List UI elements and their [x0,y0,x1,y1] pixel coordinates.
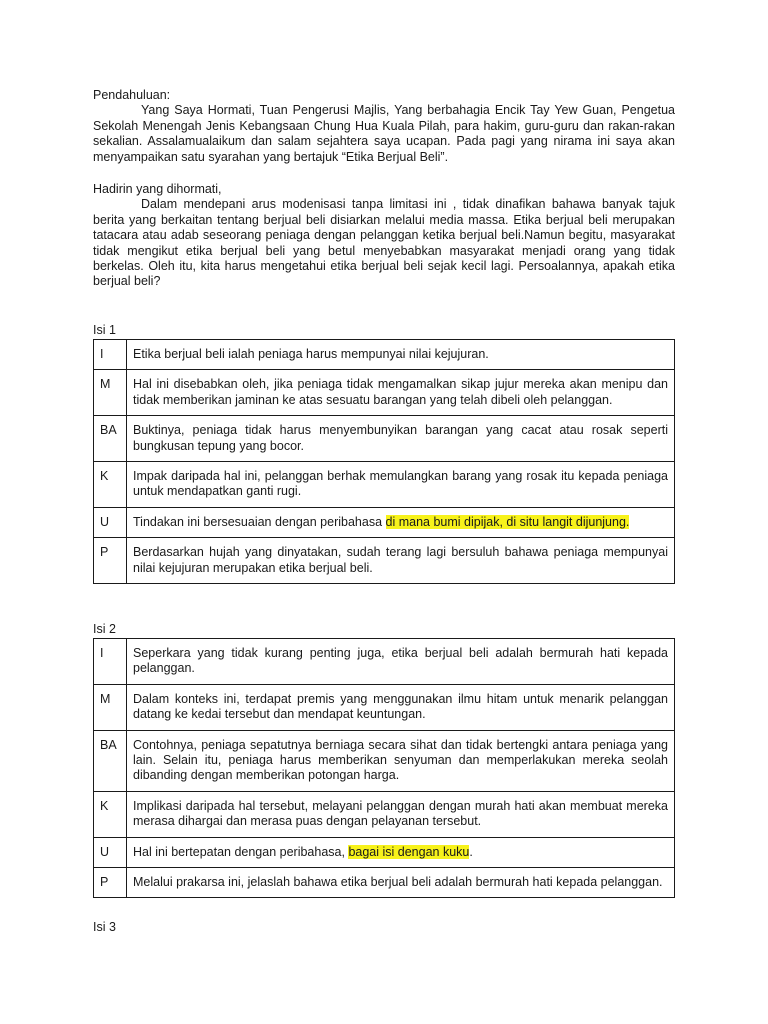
isi-1-table [93,339,675,584]
isi-1-label: Isi 1 [93,323,116,337]
table-row [94,507,675,537]
row-code: U [94,507,127,537]
row-text: Contohnya, peniaga sepatutnya berniaga secara sihat dan tidak bertengki antara peniaga yang lain. Selain itu, peniaga harus memberikan senyuman dan memperlakukan mereka seolah dibanding dengan memberikan potongan harga. [127,730,675,791]
table-row [94,538,675,584]
isi-2-table [93,638,675,898]
intro-body: Dalam mendepani arus modenisasi tanpa limitasi ini , tidak dinafikan bahawa banyak tajuk berita yang berkaitan tentang berjual beli disiarkan melalui media massa. Etika berjual beli merupakan tatacara atau adab seseorang peniaga dengan pelanggan ketika berjual beli.Namun begitu, masyarakat tidak mengikut etika berjual beli yang betul menyebabkan masyarakat menjadi orang yang tidak berkelas. Oleh itu, kita harus mengetahui etika berjual beli sejak kecil lagi. Persoalannya, apakah etika berjual beli? [93,197,675,289]
row-code: M [94,370,127,416]
row-text: Etika berjual beli ialah peniaga harus mempunyai nilai kejujuran. [127,340,675,370]
row-code: I [94,639,127,685]
row-code: K [94,462,127,508]
table-row [94,370,675,416]
row-code: P [94,868,127,898]
highlighted-proverb: di mana bumi dipijak, di situ langit dijunjung. [385,514,630,529]
row-text [127,507,675,537]
row-code: P [94,538,127,584]
row-code: K [94,791,127,837]
row-text-end: . [469,844,473,859]
row-code: M [94,684,127,730]
row-text-main: Tindakan ini bersesuaian dengan peribahasa [133,514,386,529]
table-row [94,837,675,867]
row-text-main: Hal ini bertepatan dengan peribahasa, [133,844,349,859]
highlighted-proverb: bagai isi dengan kuku [348,844,470,859]
row-text: Implikasi daripada hal tersebut, melayani pelanggan dengan murah hati akan membuat mereka merasa dihargai dan merasa puas dengan pelayanan tersebut. [127,791,675,837]
table-row [94,340,675,370]
table-row [94,868,675,898]
row-text: Buktinya, peniaga tidak harus menyembunyikan barangan yang cacat atau rosak seperti bungkusan tepung yang bocor. [127,416,675,462]
row-text: Melalui prakarsa ini, jelaslah bahawa etika berjual beli adalah bermurah hati kepada pelanggan. [127,868,675,898]
row-code: I [94,340,127,370]
row-text: Seperkara yang tidak kurang penting juga, etika berjual beli adalah bermurah hati kepada pelanggan. [127,639,675,685]
table-row [94,639,675,685]
row-text [127,837,675,867]
isi-2-label: Isi 2 [93,622,116,636]
table-row [94,730,675,791]
row-text: Impak daripada hal ini, pelanggan berhak memulangkan barang yang rosak itu kepada peniaga untuk mendapatkan ganti rugi. [127,462,675,508]
row-text: Dalam konteks ini, terdapat premis yang menggunakan ilmu hitam untuk menarik pelanggan datang ke kedai tersebut dan mendapat keuntungan. [127,684,675,730]
table-row [94,684,675,730]
introduction [93,88,675,290]
row-text: Berdasarkan hujah yang dinyatakan, sudah terang lagi bersuluh bahawa peniaga mempunyai nilai kejujuran merupakan etika berjual beli. [127,538,675,584]
table-row [94,416,675,462]
isi-3-label: Isi 3 [93,920,116,934]
intro-heading: Pendahuluan: [93,88,171,102]
intro-address: Hadirin yang dihormati, [93,182,222,197]
row-text: Hal ini disebabkan oleh, jika peniaga tidak mengamalkan sikap jujur mereka akan menipu dan tidak memberikan jaminan ke atas sesuatu barangan yang telah dibeli oleh pelanggan. [127,370,675,416]
table-row [94,462,675,508]
table-row [94,791,675,837]
intro-greeting: Yang Saya Hormati, Tuan Pengerusi Majlis, Yang berbahagia Encik Tay Yew Guan, Pengetua Sekolah Menengah Jenis Kebangsaan Chung Hua Kuala Pilah, para hakim, guru-guru dan rakan-rakan sekalian. Assalamualaikum dan salam sejahtera saya ucapan. Pada pagi yang nirama ini saya akan menyampaikan satu syarahan yang bertajuk “Etika Berjual Beli”. [93,103,675,164]
row-code: U [94,837,127,867]
row-code: BA [94,730,127,791]
row-code: BA [94,416,127,462]
